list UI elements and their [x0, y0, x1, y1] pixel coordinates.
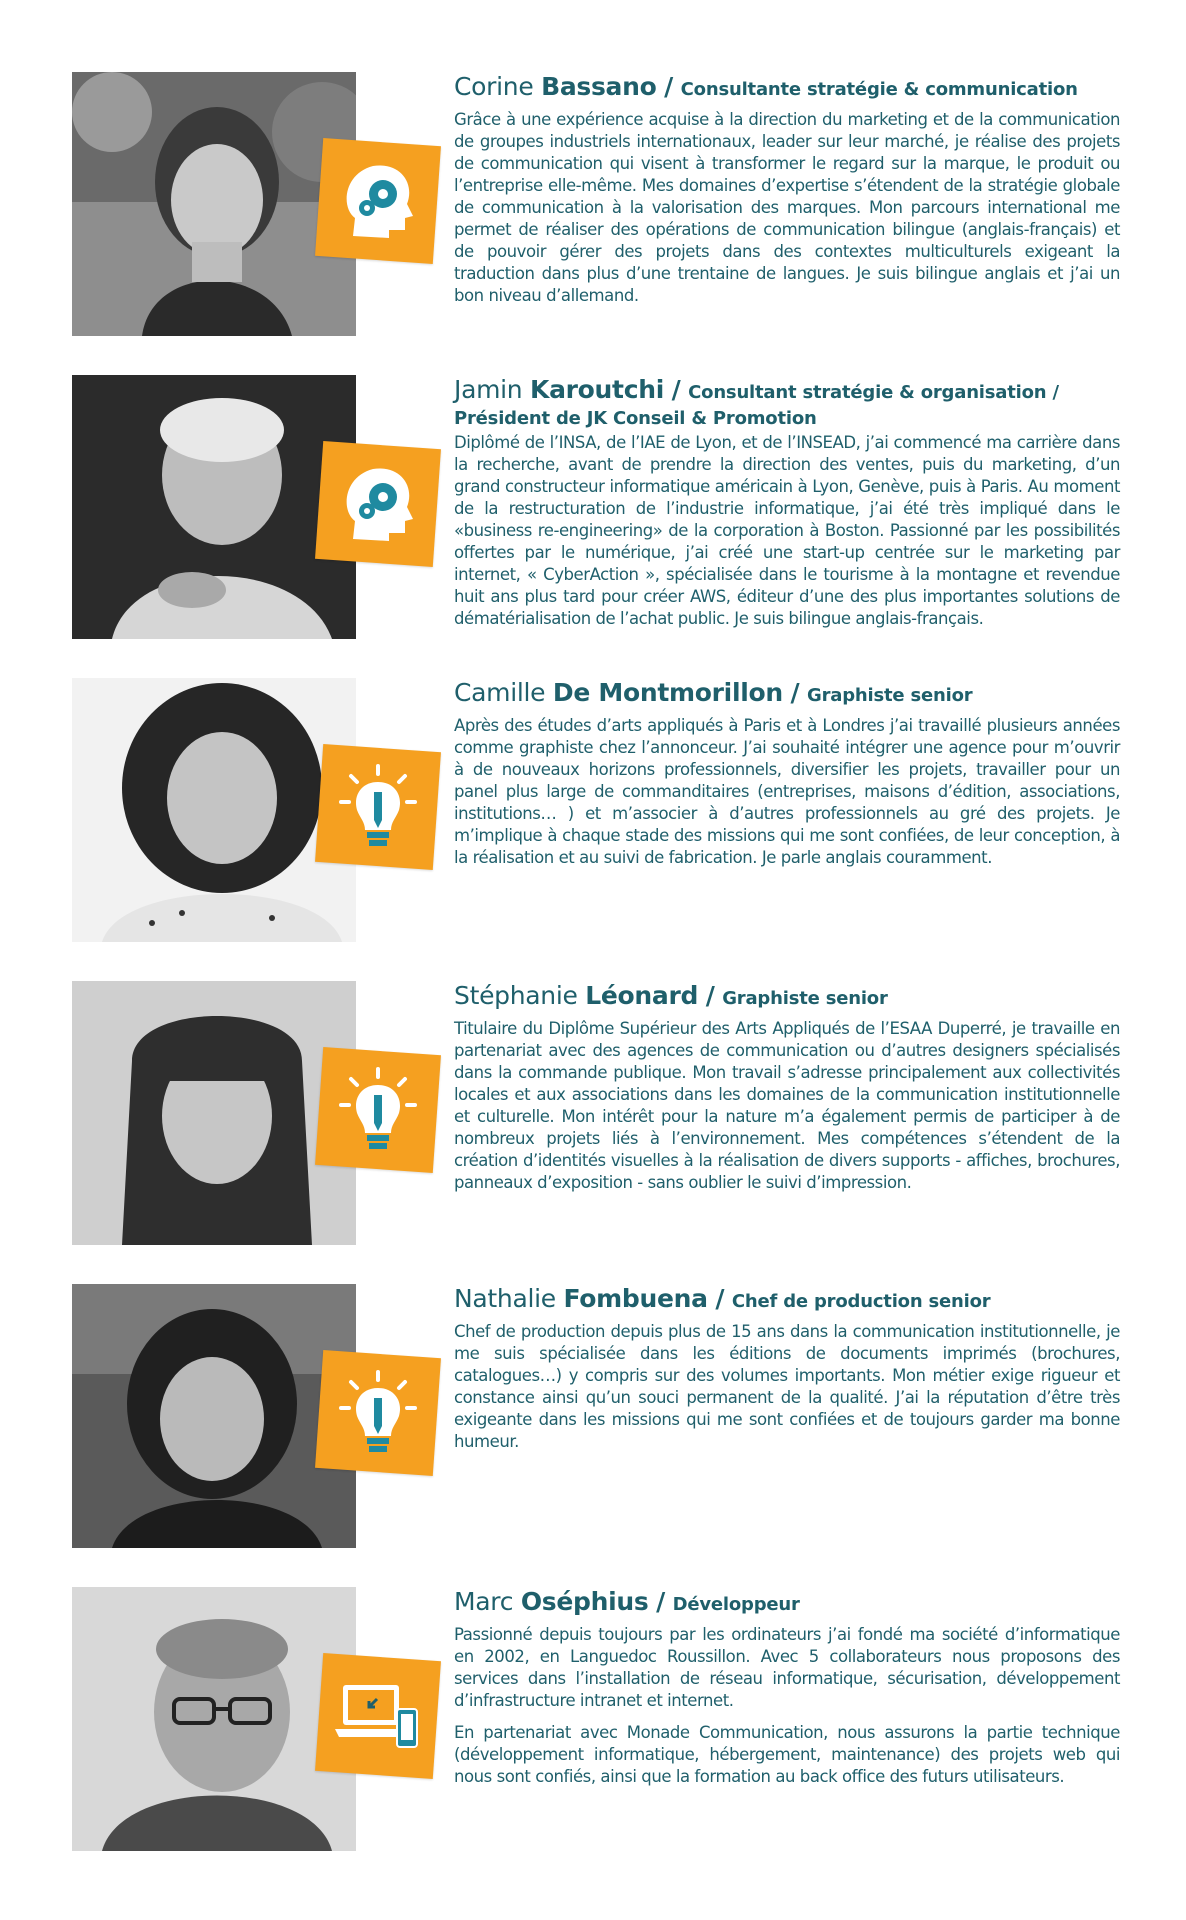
digital-badge: [315, 1653, 441, 1779]
laptop-phone-icon: [333, 1671, 423, 1761]
expertise-badge: [315, 441, 441, 567]
member-role: Chef de production senior: [731, 1291, 991, 1312]
team-member-osephius: [0, 1587, 1186, 1857]
member-role-secondary: Président de JK Conseil & Promotion: [454, 408, 817, 429]
head-gears-icon: [333, 156, 423, 246]
creative-badge: [315, 1350, 441, 1476]
member-bio: Après des études d’arts appliqués à Paris et à Londres j’ai travaillé plusieurs années comme graphiste chez l’annonceur. J’ai souhaité intégrer une agence pour m’ouvrir à de nouveaux horizons professionnels, diversifier les projets, travailler pour un panel plus large de commanditaires (entreprises, maisons d’édition, associations, institutions… ) et m’associer à d’autres professionnels au gré des projets. Je m’implique à chaque stade des missions qui me sont confiées, de leur conception, à la réalisation et au suivi de fabrication. Je parle anglais couramment.: [454, 716, 1120, 867]
member-role: Développeur: [672, 1594, 800, 1615]
team-member-de-montmorillon: [0, 678, 1186, 948]
portrait-photo: [72, 1587, 356, 1851]
portrait-photo: [72, 72, 356, 336]
member-role: Consultant stratégie & organisation /: [688, 382, 1059, 403]
lightbulb-pencil-icon: [333, 1065, 423, 1155]
member-bio: Chef de production depuis plus de 15 ans dans la communication institutionnelle, je me suis spécialisée dans les éditions de documents imprimés (brochures, catalogues…) y compris sur des volumes importants. Mon métier exige rigueur et constance ainsi qu’un souci permanent de la qualité. J’ai la réputation d’être très exigeante dans les missions qui me sont confiées et de toujours garder ma bonne humeur.: [454, 1322, 1120, 1451]
member-role: Graphiste senior: [807, 685, 973, 706]
member-name: Jamin Karoutchi / Consultant stratégie & organisation / Président de JK Conseil & Promotion: [454, 375, 1120, 430]
portrait-photo: [72, 1284, 356, 1548]
member-bio: Titulaire du Diplôme Supérieur des Arts Appliqués de l’ESAA Duperré, je travaille en partenariat avec des agences de communication ou d’autres designers spécialisés dans la commande publique. Mon travail s’adresse principalement aux collectivités locales et aux associations dans les domaines de la communication institutionnelle et culturelle. Mon intérêt pour la nature m’a également permis de participer à de nombreux projets liés à l’environnement. Mes compétences s’étendent de la création d’identités visuelles à la réalisation de divers supports - affiches, brochures, panneaux d’exposition - sans oublier le suivi d’impression.: [454, 1019, 1120, 1192]
portrait-photo: [72, 981, 356, 1245]
member-bio: Grâce à une expérience acquise à la direction du marketing et de la communication de groupes industriels internationaux, leader sur leur marché, je réalise des projets de communication qui visent à transformer le regard sur la marque, le produit ou l’entreprise elle-même. Mes domaines d’expertise s’étendent de la stratégie globale de communication à la valorisation des marques. Mon parcours international me permet de réaliser des opérations de communication bilingue (anglais-français) et de pouvoir gérer des projets dans des contextes multiculturels exigeant la traduction dans plus d’une trentaine de langues. Je suis bilingue anglais et j’ai un bon niveau d’allemand.: [454, 110, 1120, 305]
lightbulb-pencil-icon: [333, 762, 423, 852]
member-name: Camille De Montmorillon / Graphiste senior: [454, 678, 973, 707]
head-gears-icon: [333, 459, 423, 549]
member-bio: Passionné depuis toujours par les ordinateurs j’ai fondé ma société d’informatique en 2002, en Languedoc Roussillon. Avec 5 collaborateurs nous proposons des services dans l’installation de réseau informatique, sécurisation, développement d’infrastructure intranet et internet.: [454, 1625, 1120, 1710]
team-member-karoutchi: [0, 375, 1186, 645]
member-role: Consultante stratégie & communication: [680, 79, 1078, 100]
member-role: Graphiste senior: [722, 988, 888, 1009]
member-name: Marc Oséphius / Développeur: [454, 1587, 800, 1616]
team-member-bassano: [0, 72, 1186, 342]
member-name: Corine Bassano / Consultante stratégie & communication: [454, 72, 1078, 101]
creative-badge: [315, 1047, 441, 1173]
portrait-photo: [72, 678, 356, 942]
expertise-badge: [315, 138, 441, 264]
team-member-leonard: [0, 981, 1186, 1251]
portrait-photo: [72, 375, 356, 639]
lightbulb-pencil-icon: [333, 1368, 423, 1458]
team-member-fombuena: [0, 1284, 1186, 1554]
member-bio: Diplômé de l’INSA, de l’IAE de Lyon, et de l’INSEAD, j’ai commencé ma carrière dans la recherche, avant de prendre la direction des ventes, puis du marketing, d’un grand constructeur informatique américain à Lyon, Genève, puis à Paris. Au moment de la restructuration de l’industrie informatique, j’ai été très impliqué dans le «business re-engineering» de la corporation à Boston. Passionné par les possibilités offertes par le numérique, j’ai créé une start-up centrée sur le marketing par internet, « CyberAction », spécialisée dans le tourisme à la montagne et revendue huit ans plus tard pour créer AWS, éditeur d’une des plus importantes solutions de dématérialisation de l’achat public. Je suis bilingue anglais-français.: [454, 433, 1120, 628]
creative-badge: [315, 744, 441, 870]
member-bio-partnership: En partenariat avec Monade Communication, nous assurons la partie technique (développement informatique, hébergement, maintenance) des projets web qui nous sont confiés, ainsi que la formation au back office des futurs utilisateurs.: [454, 1723, 1120, 1786]
member-name: Nathalie Fombuena / Chef de production senior: [454, 1284, 991, 1313]
member-name: Stéphanie Léonard / Graphiste senior: [454, 981, 888, 1010]
